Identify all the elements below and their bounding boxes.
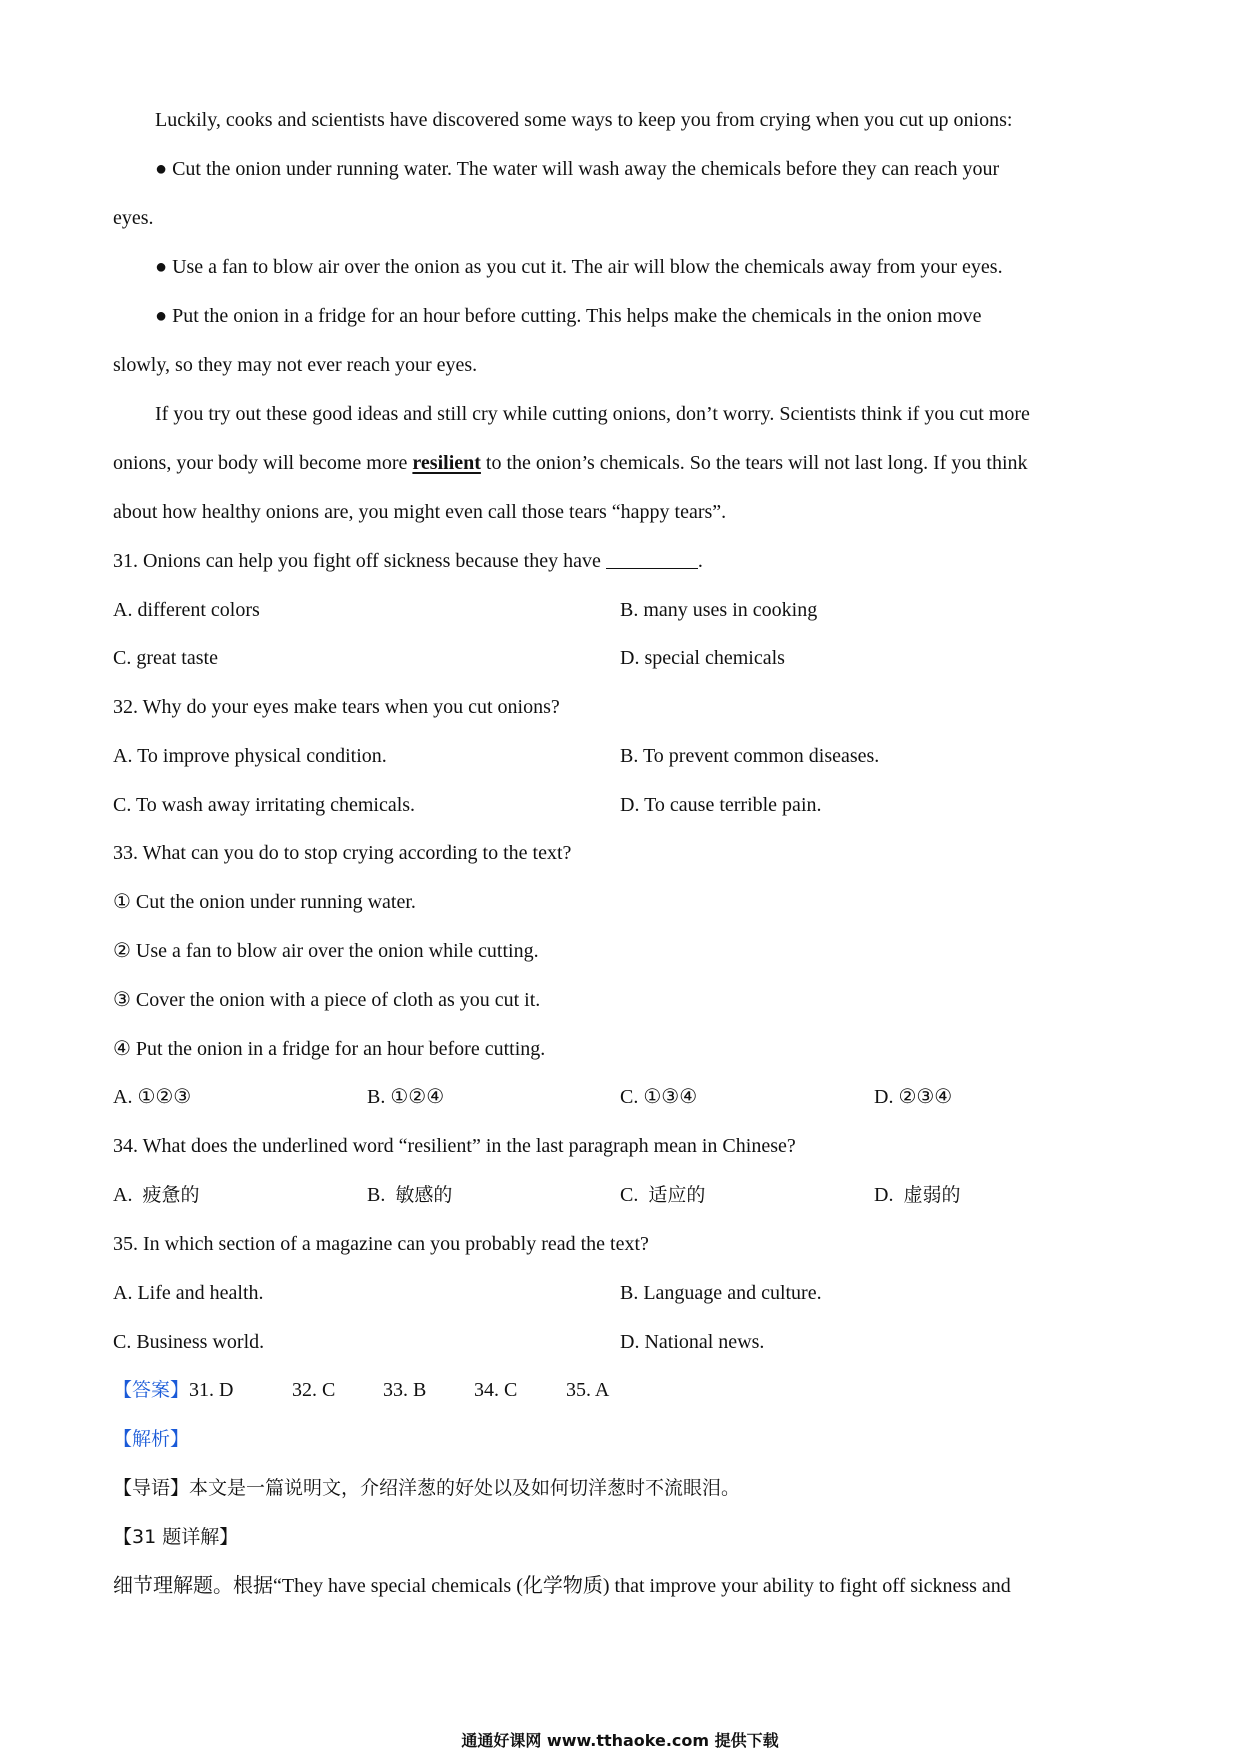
question-34: 34. What does the underlined word “resilient” in the last paragraph mean in Chinese?	[113, 1135, 796, 1157]
option-letter: C.	[620, 1184, 639, 1206]
answer-35: 35. A	[566, 1379, 610, 1401]
option-c	[620, 1183, 705, 1207]
bullet-item: ● Cut the onion under running water. The water will wash away the chemicals before they can reach your	[155, 158, 1000, 180]
option-d: D. National news.	[620, 1331, 765, 1353]
numbered-item: ④ Put the onion in a fridge for an hour before cutting.	[113, 1038, 546, 1060]
text-segment: to the onion’s chemicals. So the tears will not last long. If you think	[480, 452, 1028, 474]
answer-32: 32. C	[292, 1379, 336, 1401]
option-c: C. great taste	[113, 647, 218, 669]
option-a: A. To improve physical condition.	[113, 745, 387, 767]
answer-31: 31. D	[189, 1379, 234, 1401]
option-d: D. To cause terrible pain.	[620, 794, 822, 816]
answer-34: 34. C	[474, 1379, 518, 1401]
option-a: A. Life and health.	[113, 1282, 264, 1304]
option-text: 疲惫的	[142, 1184, 200, 1206]
passage-paragraph-line	[113, 451, 1028, 475]
option-text: 敏感的	[395, 1184, 453, 1206]
option-b: B. ①②④	[367, 1086, 445, 1108]
option-d: D. special chemicals	[620, 647, 785, 669]
bullet-item: ● Use a fan to blow air over the onion as you cut it. The air will blow the chemicals away from your eyes.	[155, 256, 1003, 278]
option-c: C. ①③④	[620, 1086, 698, 1108]
option-b: B. To prevent common diseases.	[620, 745, 880, 767]
numbered-item: ① Cut the onion under running water.	[113, 891, 416, 913]
option-b	[367, 1183, 452, 1207]
numbered-item: ③ Cover the onion with a piece of cloth as you cut it.	[113, 989, 541, 1011]
option-text: 适应的	[648, 1184, 706, 1206]
option-c: C. Business world.	[113, 1331, 265, 1353]
option-a: A. ①②③	[113, 1086, 192, 1108]
detail-tag: 【31 题详解】	[113, 1526, 239, 1548]
numbered-item: ② Use a fan to blow air over the onion while cutting.	[113, 940, 539, 962]
option-letter: B.	[367, 1184, 386, 1206]
answer-tag: 【答案】	[113, 1379, 190, 1401]
analysis-tag: 【解析】	[113, 1428, 190, 1450]
question-35: 35. In which section of a magazine can you probably read the text?	[113, 1233, 649, 1255]
option-d: D. ②③④	[874, 1086, 953, 1108]
bullet-item: ● Put the onion in a fridge for an hour before cutting. This helps make the chemicals in the onion move	[155, 305, 982, 327]
underlined-word: resilient	[412, 452, 481, 474]
page-footer: 通通好课网 www.tthaoke.com 提供下载	[461, 1731, 779, 1750]
answer-33: 33. B	[383, 1379, 427, 1401]
option-c: C. To wash away irritating chemicals.	[113, 794, 416, 816]
passage-paragraph: If you try out these good ideas and still cry while cutting onions, don’t worry. Scientists think if you cut more	[155, 403, 1030, 425]
text-segment: onions, your body will become more	[113, 452, 413, 474]
answer-blank	[606, 550, 698, 569]
question-stem: 31. Onions can help you fight off sickness because they have	[113, 550, 606, 572]
question-33: 33. What can you do to stop crying according to the text?	[113, 842, 572, 864]
option-text: 虚弱的	[903, 1184, 961, 1206]
bullet-item-continued: eyes.	[113, 207, 154, 229]
question-32: 32. Why do your eyes make tears when you cut onions?	[113, 696, 560, 718]
detail-text: 细节理解题。根据“They have special chemicals (化学物质) that improve your ability to fight off sickness and	[113, 1575, 1011, 1597]
option-letter: A.	[113, 1184, 133, 1206]
option-b: B. many uses in cooking	[620, 599, 818, 621]
option-letter: D.	[874, 1184, 894, 1206]
bullet-item-continued: slowly, so they may not ever reach your eyes.	[113, 354, 478, 376]
option-a	[113, 1183, 199, 1207]
passage-paragraph: Luckily, cooks and scientists have discovered some ways to keep you from crying when you cut up onions:	[155, 109, 1013, 131]
guide-text: 【导语】本文是一篇说明文，介绍洋葱的好处以及如何切洋葱时不流眼泪。	[113, 1477, 741, 1499]
option-d	[874, 1183, 960, 1207]
option-a: A. different colors	[113, 599, 260, 621]
option-b: B. Language and culture.	[620, 1282, 822, 1304]
question-stem-end: .	[697, 550, 703, 572]
answer-row	[113, 1378, 233, 1402]
passage-paragraph-line: about how healthy onions are, you might even call those tears “happy tears”.	[113, 501, 727, 523]
question-31	[113, 549, 703, 573]
